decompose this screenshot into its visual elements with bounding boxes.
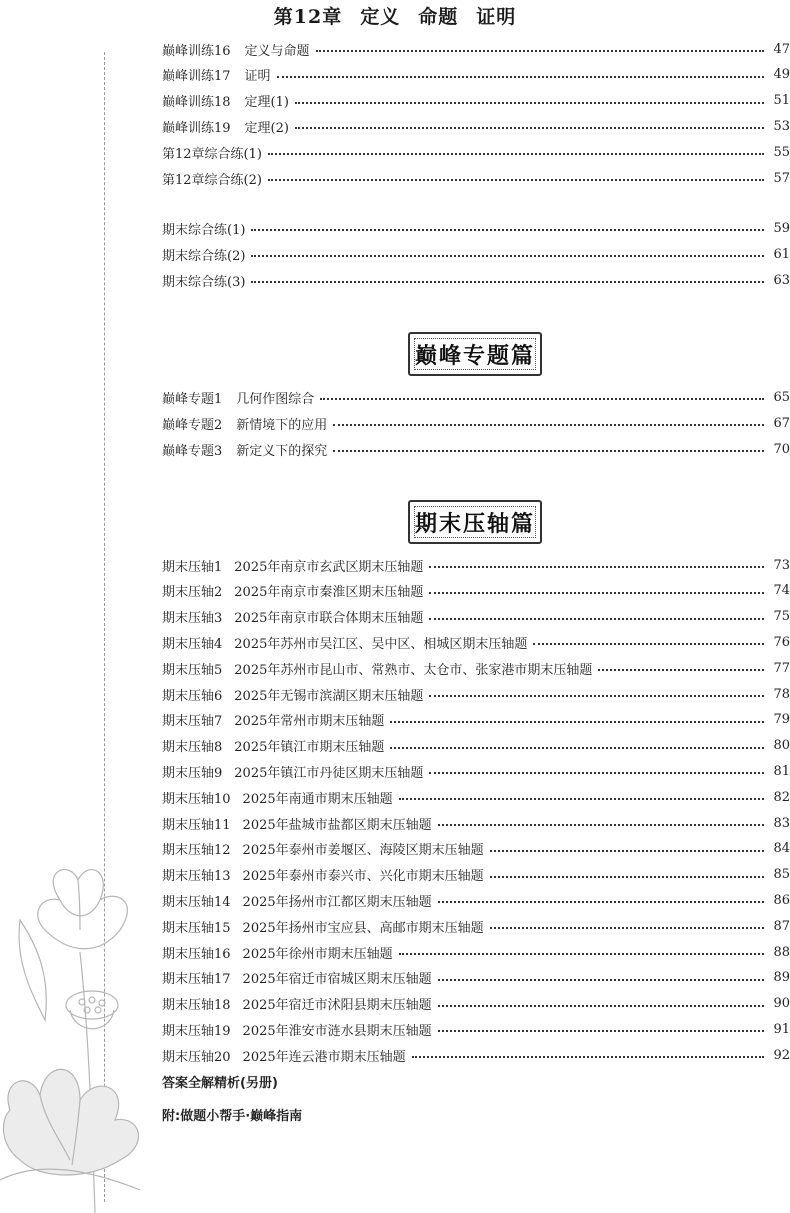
toc-row-title: 2025年苏州市吴江区、吴中区、相城区期末压轴题 bbox=[234, 636, 528, 652]
toc-row-title: 2025年扬州市江都区期末压轴题 bbox=[242, 894, 432, 910]
toc-row-label: 期末综合练(3) bbox=[162, 274, 246, 290]
chapter-title bbox=[0, 2, 790, 29]
toc-row[interactable] bbox=[162, 605, 790, 629]
toc-row-title: 2025年淮安市涟水县期末压轴题 bbox=[242, 1023, 432, 1039]
toc-row-leader-dots bbox=[490, 927, 764, 929]
toc-row-page-number: 70 bbox=[773, 441, 790, 457]
toc-row-title: 2025年南京市玄武区期末压轴题 bbox=[234, 559, 424, 575]
toc-row-leader-dots bbox=[438, 979, 764, 981]
toc-row-page-number: 67 bbox=[773, 415, 790, 431]
toc-row-title: 新情境下的应用 bbox=[236, 417, 328, 433]
toc-row-label: 期末压轴18 bbox=[162, 998, 231, 1014]
toc-row-page-number: 84 bbox=[773, 841, 790, 857]
toc-row-title: 2025年泰州市泰兴市、兴化市期末压轴题 bbox=[242, 869, 484, 885]
toc-row[interactable] bbox=[162, 940, 790, 964]
chapter-number: 第12章 bbox=[273, 6, 343, 28]
toc-row-label: 期末压轴12 bbox=[162, 843, 231, 859]
toc-row-page-number: 82 bbox=[773, 789, 790, 805]
toc-row-title: 2025年镇江市期末压轴题 bbox=[234, 740, 385, 756]
toc-row-page-number: 63 bbox=[773, 272, 790, 288]
toc-row[interactable] bbox=[162, 579, 790, 603]
toc-row-title: 证明 bbox=[244, 69, 271, 85]
toc-row-label: 期末综合练(1) bbox=[162, 222, 246, 238]
toc-row-title: 2025年徐州市期末压轴题 bbox=[242, 946, 393, 962]
toc-row[interactable] bbox=[162, 114, 790, 138]
answers-note: 答案全解精析(另册) bbox=[162, 1076, 278, 1091]
toc-row-page-number: 75 bbox=[773, 609, 790, 625]
toc-row-page-number: 74 bbox=[773, 583, 790, 599]
toc-row-label: 期末压轴3 bbox=[162, 611, 223, 627]
toc-row-label: 期末压轴19 bbox=[162, 1023, 231, 1039]
toc-row-title: 2025年泰州市姜堰区、海陵区期末压轴题 bbox=[242, 843, 484, 859]
toc-row-label: 期末压轴16 bbox=[162, 946, 231, 962]
toc-row-page-number: 83 bbox=[773, 815, 790, 831]
toc-row[interactable] bbox=[162, 708, 790, 732]
toc-row[interactable] bbox=[162, 811, 790, 835]
toc-row[interactable] bbox=[162, 759, 790, 783]
toc-row-label: 期末压轴5 bbox=[162, 662, 223, 678]
toc-row-leader-dots bbox=[295, 127, 764, 129]
toc-row-leader-dots bbox=[268, 153, 764, 155]
toc-row[interactable] bbox=[162, 242, 790, 266]
toc-row-leader-dots bbox=[438, 1030, 764, 1032]
toc-row-title: 定理(2) bbox=[244, 120, 289, 136]
toc-row-leader-dots bbox=[438, 824, 764, 826]
toc-row-title: 定义与命题 bbox=[244, 43, 310, 59]
toc-row-label: 期末压轴14 bbox=[162, 894, 231, 910]
toc-row-leader-dots bbox=[333, 450, 764, 452]
toc-row-leader-dots bbox=[316, 50, 764, 52]
toc-row-page-number: 47 bbox=[773, 41, 790, 57]
toc-row-title: 2025年盐城市盐都区期末压轴题 bbox=[242, 817, 432, 833]
toc-row-title: 2025年宿迁市沭阳县期末压轴题 bbox=[242, 998, 432, 1014]
toc-row-page-number: 59 bbox=[773, 220, 790, 236]
toc-row-label: 巅峰训练16 bbox=[162, 43, 231, 59]
toc-row-page-number: 55 bbox=[773, 144, 790, 160]
toc-row-title: 2025年连云港市期末压轴题 bbox=[242, 1049, 406, 1065]
lotus-illustration bbox=[0, 860, 170, 1213]
toc-row-title: 几何作图综合 bbox=[236, 391, 315, 407]
toc-row-page-number: 73 bbox=[773, 557, 790, 573]
toc-row-title: 定理(1) bbox=[244, 95, 289, 111]
toc-row-title: 2025年常州市期末压轴题 bbox=[234, 714, 385, 730]
toc-row[interactable] bbox=[162, 656, 790, 680]
toc-row-leader-dots bbox=[490, 850, 764, 852]
toc-row-page-number: 92 bbox=[773, 1047, 790, 1063]
toc-row-label: 期末压轴15 bbox=[162, 920, 231, 936]
toc-row-label: 巅峰专题1 bbox=[162, 391, 223, 407]
toc-row[interactable] bbox=[162, 630, 790, 654]
toc-row-leader-dots bbox=[277, 76, 764, 78]
toc-row-page-number: 91 bbox=[773, 1021, 790, 1037]
toc-row-leader-dots bbox=[320, 398, 764, 400]
toc-row-label: 期末压轴13 bbox=[162, 869, 231, 885]
toc-row[interactable] bbox=[162, 785, 790, 809]
toc-row-label: 期末压轴2 bbox=[162, 585, 223, 601]
toc-row-page-number: 90 bbox=[773, 996, 790, 1012]
toc-row-title: 2025年南通市期末压轴题 bbox=[242, 791, 393, 807]
final-axis-banner-text: 期末压轴篇 bbox=[414, 510, 535, 537]
toc-row[interactable] bbox=[162, 1017, 790, 1041]
toc-row-label: 巅峰专题2 bbox=[162, 417, 223, 433]
toc-row-leader-dots bbox=[390, 747, 764, 749]
toc-row-leader-dots bbox=[438, 901, 764, 903]
toc-row[interactable] bbox=[162, 734, 790, 758]
toc-row-title: 2025年苏州市昆山市、常熟市、太仓市、张家港市期末压轴题 bbox=[234, 662, 593, 678]
toc-row[interactable] bbox=[162, 63, 790, 87]
toc-row-leader-dots bbox=[429, 566, 764, 568]
toc-row-page-number: 57 bbox=[773, 170, 790, 186]
toc-row-leader-dots bbox=[251, 281, 764, 283]
toc-row-label: 第12章综合练(1) bbox=[162, 146, 262, 162]
toc-row[interactable] bbox=[162, 914, 790, 938]
toc-row-title: 2025年南京市秦淮区期末压轴题 bbox=[234, 585, 424, 601]
toc-row-page-number: 81 bbox=[773, 763, 790, 779]
toc-row[interactable] bbox=[162, 385, 790, 409]
toc-row-leader-dots bbox=[429, 695, 764, 697]
toc-row[interactable] bbox=[162, 140, 790, 164]
toc-row-leader-dots bbox=[399, 953, 764, 955]
toc-row-label: 期末压轴4 bbox=[162, 636, 223, 652]
toc-row-label: 巅峰训练19 bbox=[162, 120, 231, 136]
toc-row-page-number: 89 bbox=[773, 970, 790, 986]
toc-row[interactable] bbox=[162, 411, 790, 435]
final-axis-banner bbox=[408, 500, 542, 544]
toc-row-page-number: 49 bbox=[773, 67, 790, 83]
toc-row-title: 2025年扬州市宝应县、高邮市期末压轴题 bbox=[242, 920, 484, 936]
toc-row[interactable] bbox=[162, 166, 790, 190]
toc-row-leader-dots bbox=[412, 1056, 764, 1058]
toc-row-leader-dots bbox=[251, 255, 764, 257]
toc-row-label: 期末压轴9 bbox=[162, 765, 223, 781]
toc-row[interactable] bbox=[162, 682, 790, 706]
toc-row-leader-dots bbox=[429, 592, 764, 594]
toc-row-title: 2025年宿迁市宿城区期末压轴题 bbox=[242, 972, 432, 988]
topic-banner bbox=[408, 332, 542, 376]
toc-row[interactable] bbox=[162, 1043, 790, 1067]
toc-row-label: 巅峰训练18 bbox=[162, 95, 231, 111]
toc-row-page-number: 77 bbox=[773, 660, 790, 676]
toc-row-label: 期末压轴20 bbox=[162, 1049, 231, 1065]
toc-row[interactable] bbox=[162, 37, 790, 61]
toc-row-page-number: 87 bbox=[773, 918, 790, 934]
toc-row[interactable] bbox=[162, 268, 790, 292]
toc-row[interactable] bbox=[162, 966, 790, 990]
toc-row-leader-dots bbox=[295, 102, 764, 104]
toc-row[interactable] bbox=[162, 888, 790, 912]
toc-row-label: 期末压轴17 bbox=[162, 972, 231, 988]
toc-row-title: 2025年无锡市滨湖区期末压轴题 bbox=[234, 688, 424, 704]
chapter-word-proposition: 命题 bbox=[418, 6, 459, 28]
toc-row-label: 期末压轴6 bbox=[162, 688, 223, 704]
toc-row-leader-dots bbox=[429, 772, 764, 774]
toc-row-leader-dots bbox=[399, 798, 764, 800]
toc-row-label: 期末压轴7 bbox=[162, 714, 223, 730]
toc-row-title: 2025年镇江市丹徒区期末压轴题 bbox=[234, 765, 424, 781]
toc-row-label: 期末压轴10 bbox=[162, 791, 231, 807]
toc-row[interactable] bbox=[162, 992, 790, 1016]
toc-row-page-number: 76 bbox=[773, 634, 790, 650]
toc-row-page-number: 86 bbox=[773, 892, 790, 908]
toc-row-label: 第12章综合练(2) bbox=[162, 172, 262, 188]
toc-row-leader-dots bbox=[251, 229, 764, 231]
toc-row-leader-dots bbox=[390, 721, 764, 723]
chapter-word-definition: 定义 bbox=[360, 6, 401, 28]
appendix-note: 附:做题小帮手·巅峰指南 bbox=[162, 1109, 303, 1124]
toc-row-label: 期末压轴11 bbox=[162, 817, 231, 833]
toc-row-label: 期末压轴1 bbox=[162, 559, 223, 575]
toc-row[interactable] bbox=[162, 89, 790, 113]
toc-row-leader-dots bbox=[598, 669, 764, 671]
toc-row-leader-dots bbox=[429, 618, 764, 620]
toc-row-page-number: 65 bbox=[773, 389, 790, 405]
toc-row-label: 期末压轴8 bbox=[162, 740, 223, 756]
toc-row-page-number: 53 bbox=[773, 118, 790, 134]
toc-row-page-number: 88 bbox=[773, 944, 790, 960]
toc-row-label: 期末综合练(2) bbox=[162, 248, 246, 264]
toc-row-label: 巅峰训练17 bbox=[162, 69, 231, 85]
toc-row-title: 新定义下的探究 bbox=[236, 443, 328, 459]
toc-row-page-number: 79 bbox=[773, 712, 790, 728]
toc-row-leader-dots bbox=[268, 179, 764, 181]
toc-row[interactable] bbox=[162, 216, 790, 240]
topic-banner-text: 巅峰专题篇 bbox=[414, 342, 535, 369]
toc-row[interactable] bbox=[162, 863, 790, 887]
toc-row-page-number: 85 bbox=[773, 867, 790, 883]
toc-row-page-number: 61 bbox=[773, 246, 790, 262]
toc-row-page-number: 78 bbox=[773, 686, 790, 702]
toc-row[interactable] bbox=[162, 553, 790, 577]
toc-row[interactable] bbox=[162, 437, 790, 461]
toc-row-page-number: 51 bbox=[773, 93, 790, 109]
toc-row[interactable] bbox=[162, 837, 790, 861]
toc-row-leader-dots bbox=[333, 424, 764, 426]
toc-row-leader-dots bbox=[533, 643, 764, 645]
toc-row-title: 2025年南京市联合体期末压轴题 bbox=[234, 611, 424, 627]
toc-row-page-number: 80 bbox=[773, 738, 790, 754]
toc-row-leader-dots bbox=[438, 1005, 764, 1007]
chapter-word-proof: 证明 bbox=[476, 6, 517, 28]
toc-row-label: 巅峰专题3 bbox=[162, 443, 223, 459]
toc-row-leader-dots bbox=[490, 876, 764, 878]
